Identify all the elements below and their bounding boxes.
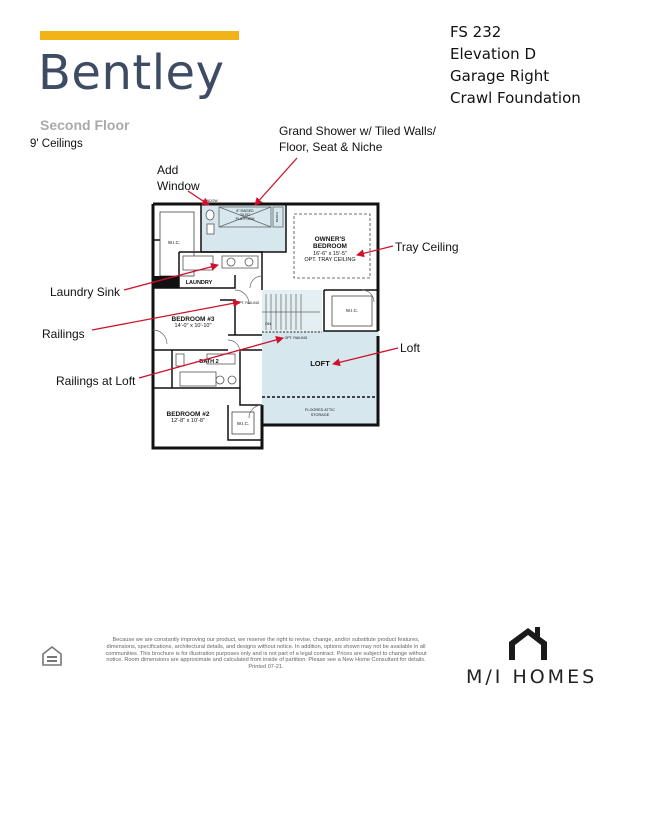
callout-grand-shower-line1: Grand Shower w/ Tiled Walls/ [279,124,436,138]
window-label: WINDOW [202,199,218,203]
toilet-icon [206,210,214,220]
callout-railings: Railings [42,327,85,341]
callout-loft: Loft [400,341,421,355]
sink-icon [227,258,235,266]
legal-disclaimer: Because we are constantly improving our product, we reserve the right to revise, change, and/or substitute product features, dimensions, specifications, architectural details, and designs without notice. In addition, options shown may not be available in all communities. This brochure is for illustration purposes only and is not part of a legal contract. Prices are subject to change without notice. Room dimensions are approximate and calculated from inside of partition. Please see a New Home Consultant for details. Printed 07-21. [105,637,427,671]
callout-add-window-line1: Add [157,163,179,177]
owners-bedroom-dims: 16'-6" x 15'-5" [313,251,347,257]
bath2-label: BATH 2 [199,359,219,365]
callout-tray-ceiling: Tray Ceiling [395,240,459,254]
bedroom3-label: BEDROOM #3 [171,316,215,323]
bench-label: BENCH [275,211,279,223]
attic-label-line1: FLOORED ATTIC [305,408,335,412]
stair-down-label: DN [265,321,271,326]
equal-housing-opportunity-icon [40,644,64,668]
arrow-grand-shower [255,158,297,205]
brand-name: M/I HOMES [466,666,598,688]
spec-plan-number: FS 232 [450,23,502,41]
raised-platform-line2: TILED [240,213,250,217]
arrow-tray-ceiling [357,246,393,255]
bedroom3-dims: 14'-0" x 10'-10" [174,323,212,329]
house-roof-icon [505,624,551,662]
callout-laundry-sink: Laundry Sink [50,285,121,299]
callout-grand-shower-line2: Floor, Seat & Niche [279,140,383,154]
bedroom2-label: BEDROOM #2 [166,411,210,418]
owners-tray-note: OPT. TRAY CEILING [304,257,356,263]
floor-label: Second Floor [40,117,130,133]
wic-label-primary: W.I.C. [345,308,359,313]
bedroom2-dims: 12'-8" x 10'-8" [171,418,205,424]
spec-elevation: Elevation D [450,45,536,63]
sink-icon [216,376,224,384]
sink-icon [228,376,236,384]
raised-platform-line1: 8" RAISED [236,209,254,213]
opt-railing-label: OPT. RAILING [236,301,260,305]
ceiling-note: 9' Ceilings [30,138,83,150]
spec-foundation: Crawl Foundation [450,89,581,107]
callout-add-window-line2: Window [157,179,200,193]
owners-bedroom-label: OWNER'S [314,236,346,243]
callout-railings-at-loft: Railings at Loft [56,374,136,388]
spec-garage: Garage Right [450,67,550,85]
raised-platform-line3: PLATFORM [235,217,255,221]
arrow-railings [92,302,240,330]
wic-label-owner: W.I.C. [167,240,181,245]
laundry-label: LAUNDRY [185,280,213,286]
owners-bedroom-label-2: BEDROOM [313,243,347,250]
loft-label: LOFT [310,359,330,368]
plan-title: Bentley [38,45,225,101]
wic-label-bedroom2: W.I.C. [236,421,250,426]
laundry-counter-block [153,276,179,288]
sink-icon [245,258,253,266]
opt-railing-loft-label: OPT. RAILING [284,336,308,340]
attic-label-line2: STORAGE [310,413,330,417]
highlighted-option-areas [201,204,379,425]
